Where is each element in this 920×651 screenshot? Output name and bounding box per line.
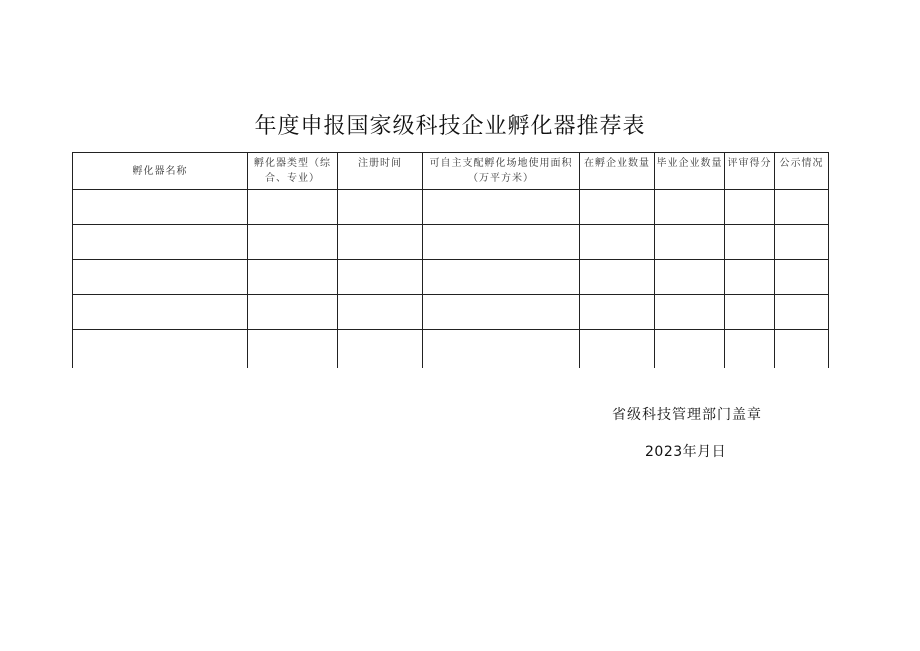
header-incubator-type: 孵化器类型（综合、专业）	[248, 153, 338, 190]
document-title: 年度申报国家级科技企业孵化器推荐表	[254, 114, 646, 139]
cell-registration-time[interactable]	[338, 225, 423, 260]
cell-review-score[interactable]	[725, 330, 775, 369]
header-review-score: 评审得分	[725, 153, 775, 190]
cell-review-score[interactable]	[725, 260, 775, 295]
cell-incubating-count[interactable]	[580, 330, 655, 369]
table-row	[73, 295, 829, 330]
cell-incubator-type[interactable]	[248, 225, 338, 260]
cell-graduated-count[interactable]	[655, 330, 725, 369]
recommendation-table	[72, 152, 829, 368]
cell-graduated-count[interactable]	[655, 295, 725, 330]
date-label: 2023年月日	[645, 444, 727, 460]
cell-incubator-type[interactable]	[248, 260, 338, 295]
cell-publicity-status[interactable]	[775, 190, 829, 225]
cell-incubating-count[interactable]	[580, 225, 655, 260]
header-graduated-count: 毕业企业数量	[655, 153, 725, 190]
cell-incubator-name[interactable]	[73, 295, 248, 330]
cell-site-area[interactable]	[423, 190, 580, 225]
cell-publicity-status[interactable]	[775, 225, 829, 260]
cell-graduated-count[interactable]	[655, 190, 725, 225]
cell-incubator-name[interactable]	[73, 225, 248, 260]
cell-publicity-status[interactable]	[775, 260, 829, 295]
cell-site-area[interactable]	[423, 225, 580, 260]
cell-publicity-status[interactable]	[775, 330, 829, 369]
header-incubator-name: 孵化器名称	[73, 153, 248, 190]
cell-incubator-name[interactable]	[73, 190, 248, 225]
header-incubating-count: 在孵企业数量	[580, 153, 655, 190]
table-row	[73, 330, 829, 369]
cell-registration-time[interactable]	[338, 260, 423, 295]
cell-site-area[interactable]	[423, 330, 580, 369]
cell-incubating-count[interactable]	[580, 190, 655, 225]
cell-incubator-type[interactable]	[248, 330, 338, 369]
header-row	[73, 153, 829, 190]
cell-incubating-count[interactable]	[580, 260, 655, 295]
cell-incubator-name[interactable]	[73, 330, 248, 369]
cell-review-score[interactable]	[725, 190, 775, 225]
cell-incubator-name[interactable]	[73, 260, 248, 295]
cell-registration-time[interactable]	[338, 330, 423, 369]
cell-review-score[interactable]	[725, 295, 775, 330]
header-registration-time: 注册时间	[338, 153, 423, 190]
cell-graduated-count[interactable]	[655, 260, 725, 295]
cell-incubating-count[interactable]	[580, 295, 655, 330]
cell-review-score[interactable]	[725, 225, 775, 260]
cell-incubator-type[interactable]	[248, 295, 338, 330]
cell-registration-time[interactable]	[338, 190, 423, 225]
cell-site-area[interactable]	[423, 295, 580, 330]
table-row	[73, 260, 829, 295]
header-site-area: 可自主支配孵化场地使用面积（万平方米）	[423, 153, 580, 190]
cell-registration-time[interactable]	[338, 295, 423, 330]
table-row	[73, 225, 829, 260]
cell-site-area[interactable]	[423, 260, 580, 295]
cell-publicity-status[interactable]	[775, 295, 829, 330]
stamp-label: 省级科技管理部门盖章	[612, 407, 762, 423]
cell-graduated-count[interactable]	[655, 225, 725, 260]
header-publicity-status: 公示情况	[775, 153, 829, 190]
cell-incubator-type[interactable]	[248, 190, 338, 225]
table-row	[73, 190, 829, 225]
